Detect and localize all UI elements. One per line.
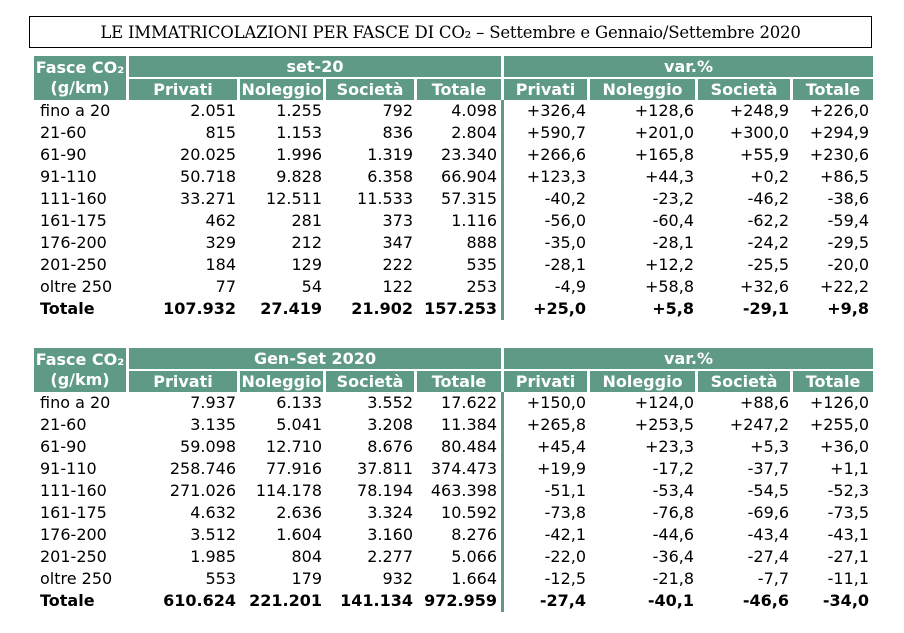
cell-value: 3.512 <box>190 525 236 544</box>
cell-value: +19,9 <box>536 459 587 478</box>
cell-value: 610.624 <box>163 591 236 610</box>
cell-value: 33.271 <box>180 189 236 208</box>
cell-value: -44,6 <box>652 525 695 544</box>
cell-value: 3.208 <box>367 415 413 434</box>
cell-value: 373 <box>382 211 413 230</box>
cell-value: -53,4 <box>652 481 695 500</box>
row-label: 176-200 <box>40 233 107 252</box>
header-group-values: set-20 <box>129 56 504 77</box>
column-header: Noleggio <box>240 369 326 392</box>
cell-value: 12.511 <box>266 189 322 208</box>
cell-value: +590,7 <box>526 123 586 142</box>
cell-value: +5,3 <box>750 437 790 456</box>
cell-value: -28,1 <box>544 255 586 274</box>
row-label: 61-90 <box>40 145 87 164</box>
cell-value: +165,8 <box>634 145 694 164</box>
cell-value: 253 <box>417 276 504 298</box>
cell-value: 932 <box>382 569 413 588</box>
cell-value: +45,4 <box>536 437 587 456</box>
cell-value: 1.116 <box>417 210 504 232</box>
total-row <box>34 298 873 320</box>
table-row <box>34 414 873 436</box>
table-row <box>34 436 873 458</box>
cell-value: 37.811 <box>357 459 413 478</box>
cell-value: -59,4 <box>827 211 870 230</box>
table-row <box>34 144 873 166</box>
table-row <box>34 188 873 210</box>
cell-value: +128,6 <box>634 101 694 120</box>
cell-value: 141.134 <box>340 591 413 610</box>
header-fascia-line2: (g/km) <box>50 78 110 97</box>
cell-value: -20,0 <box>827 255 870 274</box>
cell-value: -69,6 <box>747 503 790 522</box>
cell-value: +126,0 <box>809 393 870 412</box>
cell-value: 157.253 <box>417 298 504 320</box>
cell-value: 3.135 <box>190 415 236 434</box>
cell-value: 6.358 <box>367 167 413 186</box>
cell-value: -4,9 <box>554 277 586 296</box>
cell-value: 3.324 <box>367 503 413 522</box>
cell-value: -17,2 <box>652 459 695 478</box>
cell-value: 8.676 <box>367 437 413 456</box>
column-header: Totale <box>417 369 504 392</box>
cell-value: -37,7 <box>747 459 790 478</box>
cell-value: 20.025 <box>180 145 236 164</box>
cell-value: 78.194 <box>357 481 413 500</box>
cell-value: -24,2 <box>747 233 789 252</box>
cell-value: 184 <box>205 255 236 274</box>
cell-value: 114.178 <box>255 481 322 500</box>
total-row <box>34 590 873 612</box>
cell-value: 11.384 <box>417 414 504 436</box>
cell-value: +9,8 <box>827 299 870 318</box>
cell-value: 1.255 <box>276 101 322 120</box>
cell-value: 347 <box>382 233 413 252</box>
cell-value: 1.996 <box>276 145 322 164</box>
cell-value: +12,2 <box>644 255 694 274</box>
column-header: Privati <box>504 369 590 392</box>
cell-value: +253,5 <box>634 415 695 434</box>
cell-value: +300,0 <box>729 123 789 142</box>
cell-value: +44,3 <box>644 167 694 186</box>
column-header: Totale <box>417 77 504 100</box>
cell-value: -40,1 <box>647 591 695 610</box>
header-fascia <box>34 56 129 100</box>
cell-value: 815 <box>205 123 236 142</box>
cell-value: -35,0 <box>544 233 586 252</box>
cell-value: -34,0 <box>822 591 870 610</box>
row-label: 21-60 <box>40 123 87 142</box>
cell-value: +32,6 <box>739 277 789 296</box>
cell-value: -25,5 <box>747 255 789 274</box>
table-jan-sep <box>34 348 873 612</box>
cell-value: -29,5 <box>827 233 870 252</box>
cell-value: +55,9 <box>739 145 789 164</box>
cell-value: 553 <box>205 569 236 588</box>
table-row <box>34 276 873 298</box>
column-header: Società <box>698 369 793 392</box>
cell-value: -56,0 <box>544 211 586 230</box>
cell-value: -23,2 <box>652 189 694 208</box>
column-header: Totale <box>793 77 873 100</box>
cell-value: +0,2 <box>750 167 789 186</box>
table-row <box>34 546 873 568</box>
cell-value: 107.932 <box>163 299 236 318</box>
header-group-values: Gen-Set 2020 <box>129 348 504 369</box>
cell-value: -73,5 <box>827 503 870 522</box>
page-title: LE IMMATRICOLAZIONI PER FASCE DI CO₂ – Settembre e Gennaio/Settembre 2020 <box>29 16 872 48</box>
row-label: 21-60 <box>40 415 87 434</box>
cell-value: 5.066 <box>417 546 504 568</box>
cell-value: +58,8 <box>644 277 694 296</box>
cell-value: 4.098 <box>417 100 504 122</box>
cell-value: -43,4 <box>747 525 790 544</box>
cell-value: 80.484 <box>417 436 504 458</box>
cell-value: 77 <box>215 277 236 296</box>
cell-value: 1.153 <box>276 123 322 142</box>
row-label: 61-90 <box>40 437 87 456</box>
row-label: Totale <box>40 299 95 318</box>
cell-value: 5.041 <box>276 415 322 434</box>
cell-value: 59.098 <box>180 437 236 456</box>
cell-value: -46,6 <box>742 591 790 610</box>
cell-value: 462 <box>205 211 236 230</box>
cell-value: 4.632 <box>190 503 236 522</box>
row-label: 161-175 <box>40 211 107 230</box>
header-fascia-line1: Fasce CO₂ <box>35 350 125 369</box>
column-header: Società <box>326 369 417 392</box>
row-label: Totale <box>40 591 95 610</box>
cell-value: 2.804 <box>417 122 504 144</box>
cell-value: -42,1 <box>544 525 587 544</box>
cell-value: 836 <box>382 123 413 142</box>
cell-value: +247,2 <box>729 415 790 434</box>
cell-value: +36,0 <box>820 437 870 456</box>
table-row <box>34 392 873 414</box>
header-group-variation: var.% <box>504 348 873 369</box>
cell-value: 2.051 <box>190 101 236 120</box>
column-header: Società <box>326 77 417 100</box>
row-label: 91-110 <box>40 167 97 186</box>
cell-value: 221.201 <box>249 591 322 610</box>
column-header: Noleggio <box>590 77 698 100</box>
row-label: 201-250 <box>40 547 107 566</box>
table-row <box>34 254 873 276</box>
row-label: oltre 250 <box>40 569 113 588</box>
header-group-variation: var.% <box>504 56 873 77</box>
cell-value: 1.985 <box>190 547 236 566</box>
cell-value: 374.473 <box>417 458 504 480</box>
cell-value: +5,8 <box>652 299 694 318</box>
row-label: 111-160 <box>40 189 107 208</box>
cell-value: +22,2 <box>819 277 870 296</box>
cell-value: -51,1 <box>544 481 587 500</box>
header-fascia-line2: (g/km) <box>50 370 110 389</box>
cell-value: -29,1 <box>742 299 789 318</box>
cell-value: -11,1 <box>827 569 870 588</box>
cell-value: +123,3 <box>526 167 586 186</box>
cell-value: 1.604 <box>276 525 322 544</box>
cell-value: 271.026 <box>169 481 236 500</box>
cell-value: 122 <box>382 277 413 296</box>
cell-value: -12,5 <box>544 569 587 588</box>
cell-value: -21,8 <box>652 569 695 588</box>
cell-value: 3.552 <box>367 393 413 412</box>
cell-value: -40,2 <box>544 189 586 208</box>
cell-value: 222 <box>382 255 413 274</box>
cell-value: +265,8 <box>526 415 587 434</box>
cell-value: 9.828 <box>276 167 322 186</box>
cell-value: 6.133 <box>276 393 322 412</box>
cell-value: -43,1 <box>827 525 870 544</box>
cell-value: 23.340 <box>417 144 504 166</box>
cell-value: 3.160 <box>367 525 413 544</box>
cell-value: 179 <box>291 569 322 588</box>
cell-value: 50.718 <box>180 167 236 186</box>
column-header: Società <box>698 77 793 100</box>
cell-value: 463.398 <box>417 480 504 502</box>
cell-value: 10.592 <box>417 502 504 524</box>
cell-value: -62,2 <box>747 211 789 230</box>
cell-value: +248,9 <box>729 101 789 120</box>
table-row <box>34 210 873 232</box>
column-header: Privati <box>129 369 240 392</box>
cell-value: -73,8 <box>544 503 587 522</box>
cell-value: 329 <box>205 233 236 252</box>
cell-value: +23,3 <box>644 437 695 456</box>
column-header: Privati <box>129 77 240 100</box>
cell-value: 129 <box>291 255 322 274</box>
cell-value: -76,8 <box>652 503 695 522</box>
cell-value: -54,5 <box>747 481 790 500</box>
table-row <box>34 166 873 188</box>
table-row <box>34 100 873 122</box>
column-header: Totale <box>793 369 873 392</box>
row-label: 201-250 <box>40 255 107 274</box>
table-row <box>34 502 873 524</box>
cell-value: 54 <box>301 277 322 296</box>
cell-value: 804 <box>291 547 322 566</box>
header-fascia <box>34 348 129 392</box>
row-label: 91-110 <box>40 459 97 478</box>
cell-value: 11.533 <box>357 189 413 208</box>
row-label: 176-200 <box>40 525 107 544</box>
cell-value: -52,3 <box>827 481 870 500</box>
cell-value: -22,0 <box>544 547 587 566</box>
cell-value: -27,4 <box>747 547 790 566</box>
cell-value: 535 <box>417 254 504 276</box>
cell-value: -36,4 <box>652 547 695 566</box>
table-row <box>34 524 873 546</box>
cell-value: -28,1 <box>652 233 694 252</box>
cell-value: +86,5 <box>819 167 870 186</box>
column-header: Noleggio <box>590 369 698 392</box>
cell-value: +255,0 <box>809 415 870 434</box>
table-row <box>34 232 873 254</box>
cell-value: 1.664 <box>417 568 504 590</box>
cell-value: 888 <box>417 232 504 254</box>
table-september <box>34 56 873 320</box>
cell-value: +294,9 <box>809 123 870 142</box>
cell-value: +124,0 <box>634 393 695 412</box>
table-row <box>34 122 873 144</box>
row-label: oltre 250 <box>40 277 113 296</box>
cell-value: 12.710 <box>266 437 322 456</box>
cell-value: +266,6 <box>526 145 586 164</box>
cell-value: 972.959 <box>417 590 504 612</box>
cell-value: 66.904 <box>417 166 504 188</box>
table-row <box>34 480 873 502</box>
cell-value: 8.276 <box>417 524 504 546</box>
cell-value: -27,4 <box>539 591 587 610</box>
cell-value: -38,6 <box>827 189 870 208</box>
cell-value: +150,0 <box>526 393 587 412</box>
header-fascia-line1: Fasce CO₂ <box>35 58 125 77</box>
cell-value: 792 <box>382 101 413 120</box>
cell-value: 281 <box>291 211 322 230</box>
table-row <box>34 458 873 480</box>
cell-value: 17.622 <box>417 392 504 414</box>
cell-value: +230,6 <box>809 145 870 164</box>
cell-value: +25,0 <box>533 299 586 318</box>
cell-value: -60,4 <box>652 211 694 230</box>
column-header: Noleggio <box>240 77 326 100</box>
table-row <box>34 568 873 590</box>
cell-value: -7,7 <box>757 569 790 588</box>
row-label: fino a 20 <box>40 101 111 120</box>
cell-value: 21.902 <box>351 299 413 318</box>
cell-value: 27.419 <box>260 299 322 318</box>
cell-value: 212 <box>291 233 322 252</box>
cell-value: +88,6 <box>739 393 790 412</box>
cell-value: 258.746 <box>169 459 236 478</box>
cell-value: 2.277 <box>367 547 413 566</box>
cell-value: +201,0 <box>634 123 694 142</box>
cell-value: 7.937 <box>190 393 236 412</box>
row-label: 111-160 <box>40 481 107 500</box>
cell-value: +326,4 <box>526 101 586 120</box>
cell-value: -46,2 <box>747 189 789 208</box>
row-label: 161-175 <box>40 503 107 522</box>
cell-value: 57.315 <box>417 188 504 210</box>
row-label: fino a 20 <box>40 393 111 412</box>
cell-value: 1.319 <box>367 145 413 164</box>
cell-value: -27,1 <box>827 547 870 566</box>
cell-value: +226,0 <box>809 101 870 120</box>
cell-value: 77.916 <box>266 459 322 478</box>
column-header: Privati <box>504 77 590 100</box>
cell-value: +1,1 <box>830 459 870 478</box>
cell-value: 2.636 <box>276 503 322 522</box>
